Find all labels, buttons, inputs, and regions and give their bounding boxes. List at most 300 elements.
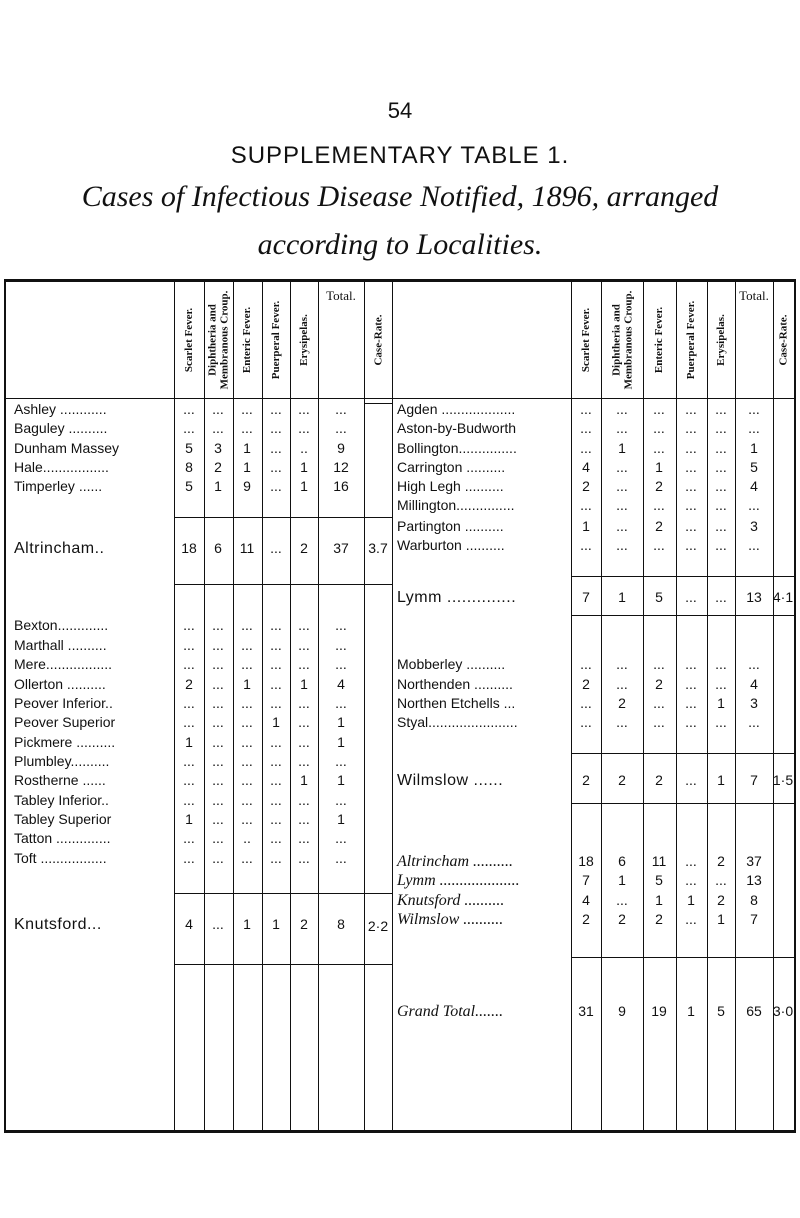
row-value: ... [715,401,727,417]
row-value: ... [212,830,224,846]
table-left-rule [4,279,6,1133]
table-subtitle-line-2: according to Localities. [257,228,543,261]
row-value: ... [335,792,347,808]
row-value: ... [298,753,310,769]
row-value: ... [616,518,628,534]
left-header-total: Total. [326,288,356,303]
left-header-diphtheria [206,285,230,395]
row-value: ... [653,656,665,672]
row-value: ... [616,420,628,436]
row-value: ... [298,811,310,827]
row-value: 1 [337,734,345,750]
row-value: ... [212,714,224,730]
row-value: 37 [746,853,762,869]
row-value: 1 [300,478,308,494]
subtotal-rule [571,576,794,577]
row-value: ... [183,714,195,730]
row-value: ... [183,637,195,653]
row-value: 6 [214,540,222,556]
row-value: ... [335,637,347,653]
row-value: ... [241,772,253,788]
row-value: ... [270,676,282,692]
right-header-total: Total. [739,288,769,303]
row-value: ... [270,656,282,672]
locality-row: Mere................. [14,656,113,672]
row-value: ... [183,753,195,769]
locality-row: Bollington............... [397,440,517,456]
row-value: 2 [582,772,590,788]
row-value: 1 [717,772,725,788]
row-value: ... [616,401,628,417]
row-value: ... [653,440,665,456]
table-bottom-rule [4,1130,796,1133]
row-value: 16 [333,478,349,494]
row-value: ... [270,792,282,808]
row-value: ... [653,714,665,730]
district-summary-row: Wilmslow ...... [397,772,504,789]
left-header-scarlet [177,285,201,395]
row-value: 1 [214,478,222,494]
row-value: ... [212,401,224,417]
row-value: ... [715,589,727,605]
row-value: ... [298,850,310,866]
row-value: 2 [655,478,663,494]
row-value: 13 [746,872,762,888]
row-value: 8 [750,892,758,908]
subtotal-rule [571,957,794,958]
row-value: 2 [582,911,590,927]
district-total-row: Lymm .................... [397,872,520,889]
row-value: 4 [185,916,193,932]
row-value: 2 [214,459,222,475]
row-value: ... [653,695,665,711]
locality-row: Timperley ...... [14,478,103,494]
locality-row: Bexton............. [14,617,109,633]
row-value: ... [183,420,195,436]
row-value: ... [298,637,310,653]
row-value: 1 [243,916,251,932]
row-value: ... [685,440,697,456]
row-value: ... [748,656,760,672]
row-value: 1 [717,911,725,927]
locality-row: Ollerton .......... [14,676,106,692]
row-value: 7 [582,589,590,605]
right-header-puerperal-label: Puerperal Fever. [685,300,697,380]
subtotal-rule [571,615,794,616]
row-value: ... [183,656,195,672]
diphtheria-label-line-2: Membranous Croup. [218,290,230,390]
row-value: ... [241,850,253,866]
district-summary-row: Knutsford... [14,916,102,933]
case-rate-value: 3.7 [368,540,388,556]
row-value: ... [212,850,224,866]
left-header-enteric-label: Enteric Fever. [241,306,253,374]
row-value: ... [183,792,195,808]
row-value: ... [715,497,727,513]
row-value: ... [212,772,224,788]
row-value: ... [715,676,727,692]
row-value: ... [335,617,347,633]
row-value: ... [241,792,253,808]
row-value: 8 [185,459,193,475]
row-value: 2 [185,676,193,692]
row-value: ... [270,772,282,788]
diphtheria-label-line-1: Diphtheria and [206,304,218,376]
row-value: 13 [746,589,762,605]
row-value: ... [212,420,224,436]
locality-row: Tabley Superior [14,811,112,827]
row-value: 1 [185,811,193,827]
locality-row: Northenden .......... [397,676,513,692]
row-value: ... [715,518,727,534]
row-value: 5 [655,872,663,888]
locality-row: Pickmere .......... [14,734,116,750]
left-header-enteric [235,285,259,395]
row-value: ... [270,617,282,633]
header-bottom-rule-left [4,398,174,399]
row-value: 5 [655,589,663,605]
row-value: ... [748,537,760,553]
grand-total-row: Grand Total....... [397,1003,504,1020]
row-value: ... [298,695,310,711]
row-value: ... [270,401,282,417]
row-value: ... [241,753,253,769]
left-header-puerperal-label: Puerperal Fever. [270,300,282,380]
row-value: ... [270,811,282,827]
row-value: 4 [582,892,590,908]
row-value: ... [241,811,253,827]
row-value: ... [335,830,347,846]
locality-row: Baguley .......... [14,420,108,436]
row-value: ... [298,617,310,633]
row-value: 1 [243,440,251,456]
row-value: 2 [655,911,663,927]
row-value: ... [335,420,347,436]
row-value: ... [748,420,760,436]
row-value: ... [685,853,697,869]
row-value: ... [241,401,253,417]
row-value: ... [616,478,628,494]
row-value: ... [580,440,592,456]
row-value: .. [300,440,308,456]
locality-row: Dunham Massey [14,440,120,456]
locality-row: Peover Superior [14,714,116,730]
row-value: ... [241,420,253,436]
row-value: ... [715,537,727,553]
row-value: ... [616,459,628,475]
row-value: 2 [655,518,663,534]
row-value: 1 [655,459,663,475]
row-value: ... [685,911,697,927]
table-top-rule [4,279,796,282]
row-value: ... [335,753,347,769]
row-value: 1 [300,676,308,692]
row-value: ... [685,656,697,672]
right-header-enteric [647,285,671,395]
case-rate-rule [773,398,794,399]
locality-row: Partington .......... [397,518,504,534]
left-header-case_rate-label: Case-Rate. [372,314,385,366]
locality-row: Northen Etchells ... [397,695,516,711]
row-value: 1 [272,916,280,932]
row-value: 11 [239,540,255,556]
row-value: 2 [300,540,308,556]
locality-row: Warburton .......... [397,537,505,553]
row-value: 9 [243,478,251,494]
left-header-puerperal [264,285,288,395]
row-value: ... [270,734,282,750]
right-header-case_rate [771,285,795,395]
locality-row: Marthall .......... [14,637,107,653]
row-value: ... [270,420,282,436]
row-value: ... [685,872,697,888]
row-value: 1 [243,459,251,475]
row-value: 1 [618,440,626,456]
row-value: 9 [337,440,345,456]
row-value: 2 [618,911,626,927]
row-value: ... [616,656,628,672]
row-value: ... [685,420,697,436]
row-value: ... [335,695,347,711]
row-value: ... [580,656,592,672]
row-value: ... [212,792,224,808]
locality-row: Agden ................... [397,401,516,417]
row-value: 2 [717,853,725,869]
row-value: ... [212,734,224,750]
row-value: ... [183,695,195,711]
row-value: ... [580,537,592,553]
left-header-case_rate [366,285,390,395]
row-value: 3 [214,440,222,456]
row-value: ... [183,772,195,788]
row-value: ... [715,478,727,494]
row-value: 3 [750,518,758,534]
row-value: 1 [618,589,626,605]
row-value: ... [685,459,697,475]
district-summary-row: Altrincham.. [14,540,105,557]
row-value: ... [685,518,697,534]
column-rule [601,280,602,1133]
row-value: 1 [582,518,590,534]
row-value: 1 [618,872,626,888]
row-value: 2 [300,916,308,932]
left-header-diphtheria-label [206,291,230,390]
row-value: ... [241,637,253,653]
district-total-row: Wilmslow .......... [397,911,504,928]
table-title: SUPPLEMENTARY TABLE 1. [230,142,570,169]
row-value: ... [685,714,697,730]
row-value: 1 [300,772,308,788]
row-value: 5 [750,459,758,475]
row-value: ... [335,656,347,672]
row-value: ... [298,656,310,672]
row-value: 2 [717,892,725,908]
row-value: ... [270,850,282,866]
right-header-enteric-label: Enteric Fever. [653,306,665,374]
row-value: ... [685,589,697,605]
locality-row: Toft ................. [14,850,107,866]
row-value: ... [270,637,282,653]
row-value: ... [685,695,697,711]
locality-row: Mobberley .......... [397,656,506,672]
header-bottom-rule [174,398,794,399]
row-value: ... [183,830,195,846]
row-value: ... [270,830,282,846]
row-value: ... [270,440,282,456]
right-header-erysipelas [709,285,733,395]
row-value: ... [685,497,697,513]
row-value: ... [715,714,727,730]
locality-row: Hale................. [14,459,109,475]
district-total-row: Altrincham .......... [397,853,513,870]
row-value: ... [580,695,592,711]
left-header-erysipelas-label: Erysipelas. [298,314,310,366]
subtotal-rule [174,964,392,965]
row-value: 1 [717,695,725,711]
row-value: ... [715,872,727,888]
grand-total-case-rate: 3·0 [772,1003,794,1019]
row-value: ... [653,497,665,513]
row-value: ... [212,811,224,827]
subtotal-rule [571,753,794,754]
case-rate-rule [364,403,392,404]
subtotal-rule [174,893,392,894]
row-value: 12 [333,459,349,475]
row-value: 2 [582,478,590,494]
locality-row: Rostherne ...... [14,772,106,788]
subtotal-rule [174,584,392,585]
row-value: ... [335,850,347,866]
row-value: ... [616,676,628,692]
row-value: ... [685,401,697,417]
row-value: .. [243,830,251,846]
row-value: ... [653,401,665,417]
row-value: ... [212,656,224,672]
locality-row: Styal....................... [397,714,518,730]
row-value: 6 [618,853,626,869]
right-header-puerperal [679,285,703,395]
row-value: ... [298,714,310,730]
row-value: ... [183,401,195,417]
row-value: 3 [750,695,758,711]
row-value: ... [241,695,253,711]
row-value: ... [212,676,224,692]
left-header-scarlet-label: Scarlet Fever. [183,307,195,373]
row-value: ... [653,420,665,436]
row-value: 1 [185,734,193,750]
subtotal-rule [571,803,794,804]
row-value: ... [241,734,253,750]
row-value: ... [212,637,224,653]
right-header-scarlet-label: Scarlet Fever. [580,307,592,373]
row-value: ... [748,497,760,513]
row-value: ... [212,753,224,769]
locality-row: Carrington .......... [397,459,506,475]
left-header-erysipelas [292,285,316,395]
row-value: 1 [655,892,663,908]
row-value: ... [748,714,760,730]
locality-row: Millington............... [397,497,515,513]
row-value: 4 [750,478,758,494]
row-value: ... [653,537,665,553]
district-total-row: Knutsford .......... [397,892,505,909]
row-value: ... [270,540,282,556]
row-value: 5 [185,478,193,494]
row-value: ... [580,420,592,436]
row-value: ... [616,537,628,553]
row-value: ... [580,401,592,417]
row-value: ... [715,459,727,475]
row-value: 4 [750,676,758,692]
row-value: ... [183,617,195,633]
row-value: ... [298,830,310,846]
locality-row: Tatton .............. [14,830,111,846]
row-value: ... [335,401,347,417]
locality-row: Aston-by-Budworth [397,420,517,436]
subtotal-rule [174,517,392,518]
right-header-diphtheria [610,285,634,395]
row-value: 2 [618,772,626,788]
row-value: 1 [337,714,345,730]
row-value: 18 [578,853,594,869]
row-value: ... [183,850,195,866]
locality-row: Peover Inferior.. [14,695,113,711]
row-value: 9 [618,1003,626,1019]
right-header-diphtheria-label [610,291,634,390]
case-rate-value: 2·2 [367,918,389,934]
row-value: 5 [717,1003,725,1019]
row-value: 11 [651,853,667,869]
row-value: ... [298,401,310,417]
right-header-erysipelas-label: Erysipelas. [715,314,727,366]
row-value: ... [616,497,628,513]
row-value: ... [270,753,282,769]
right-header-scarlet [574,285,598,395]
locality-row: Tabley Inferior.. [14,792,109,808]
diphtheria-label-line-2: Membranous Croup. [622,290,634,390]
row-value: 8 [337,916,345,932]
row-value: 1 [687,1003,695,1019]
row-value: 19 [651,1003,667,1019]
row-value: ... [270,695,282,711]
row-value: ... [685,772,697,788]
row-value: 5 [185,440,193,456]
row-value: ... [298,734,310,750]
row-value: 4 [337,676,345,692]
locality-row: Plumbley.......... [14,753,110,769]
table-subtitle-line-1: Cases of Infectious Disease Notified, 1896, arranged [81,180,719,213]
row-value: ... [685,478,697,494]
row-value: ... [685,676,697,692]
column-rule [392,280,393,1133]
row-value: 1 [687,892,695,908]
row-value: ... [616,892,628,908]
row-value: ... [616,714,628,730]
row-value: 2 [655,772,663,788]
row-value: ... [715,440,727,456]
row-value: ... [715,656,727,672]
row-value: ... [241,617,253,633]
row-value: 1 [272,714,280,730]
row-value: 1 [337,811,345,827]
row-value: ... [748,401,760,417]
right-header-case_rate-label: Case-Rate. [777,314,790,366]
row-value: ... [298,792,310,808]
row-value: ... [212,916,224,932]
row-value: 2 [655,676,663,692]
row-value: 2 [582,676,590,692]
row-value: ... [241,656,253,672]
